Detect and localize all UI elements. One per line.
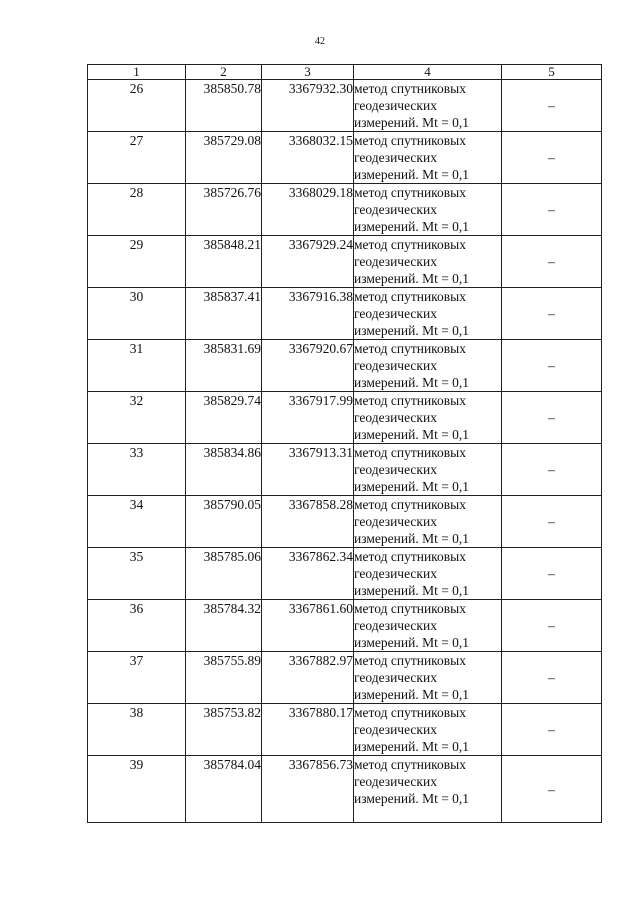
method-line: метод спутниковых: [354, 81, 466, 96]
point-number-cell: 27: [88, 132, 186, 184]
method-line: геодезических: [354, 254, 437, 269]
point-number-cell: 38: [88, 704, 186, 756]
method-line: геодезических: [354, 410, 437, 425]
y-coordinate-cell: 3367856.73: [262, 756, 354, 823]
method-line: измерений. Mt = 0,1: [354, 271, 470, 286]
method-cell: [354, 704, 502, 756]
method-line: измерений. Mt = 0,1: [354, 583, 470, 598]
method-cell: [354, 340, 502, 392]
y-coordinate-cell: 3367929.24: [262, 236, 354, 288]
table-row: [88, 496, 602, 548]
x-coordinate-cell: 385755.89: [186, 652, 262, 704]
method-line: геодезических: [354, 202, 437, 217]
method-line: геодезических: [354, 566, 437, 581]
method-line: метод спутниковых: [354, 601, 466, 616]
method-line: метод спутниковых: [354, 289, 466, 304]
table-row: [88, 236, 602, 288]
method-line: метод спутниковых: [354, 445, 466, 460]
note-cell: –: [502, 548, 602, 600]
note-cell: –: [502, 704, 602, 756]
table-row: [88, 600, 602, 652]
header-col-3: 3: [262, 65, 354, 80]
method-line: геодезических: [354, 150, 437, 165]
y-coordinate-cell: 3367932.30: [262, 80, 354, 132]
point-number-cell: 28: [88, 184, 186, 236]
x-coordinate-cell: 385829.74: [186, 392, 262, 444]
table-row: [88, 80, 602, 132]
x-coordinate-cell: 385850.78: [186, 80, 262, 132]
method-cell: [354, 756, 502, 823]
method-line: геодезических: [354, 670, 437, 685]
point-number-cell: 33: [88, 444, 186, 496]
point-number-cell: 35: [88, 548, 186, 600]
y-coordinate-cell: 3367858.28: [262, 496, 354, 548]
x-coordinate-cell: 385837.41: [186, 288, 262, 340]
point-number-cell: 34: [88, 496, 186, 548]
method-cell: [354, 652, 502, 704]
x-coordinate-cell: 385784.32: [186, 600, 262, 652]
header-col-2: 2: [186, 65, 262, 80]
header-col-1: 1: [88, 65, 186, 80]
method-cell: [354, 392, 502, 444]
x-coordinate-cell: 385785.06: [186, 548, 262, 600]
method-line: геодезических: [354, 462, 437, 477]
point-number-cell: 26: [88, 80, 186, 132]
method-cell: [354, 600, 502, 652]
x-coordinate-cell: 385831.69: [186, 340, 262, 392]
method-line: метод спутниковых: [354, 497, 466, 512]
method-cell: [354, 548, 502, 600]
table-row: [88, 392, 602, 444]
note-cell: –: [502, 340, 602, 392]
method-line: измерений. Mt = 0,1: [354, 791, 470, 806]
note-cell: –: [502, 132, 602, 184]
method-line: геодезических: [354, 774, 437, 789]
note-cell: –: [502, 236, 602, 288]
header-col-5: 5: [502, 65, 602, 80]
y-coordinate-cell: 3368029.18: [262, 184, 354, 236]
table-row: [88, 548, 602, 600]
coordinates-table: [87, 64, 602, 823]
note-cell: –: [502, 652, 602, 704]
table-row: [88, 340, 602, 392]
y-coordinate-cell: 3367916.38: [262, 288, 354, 340]
y-coordinate-cell: 3367920.67: [262, 340, 354, 392]
method-line: метод спутниковых: [354, 393, 466, 408]
x-coordinate-cell: 385784.04: [186, 756, 262, 823]
point-number-cell: 36: [88, 600, 186, 652]
page-number: 42: [315, 36, 325, 47]
y-coordinate-cell: 3367862.34: [262, 548, 354, 600]
note-cell: –: [502, 184, 602, 236]
method-cell: [354, 496, 502, 548]
table-row: [88, 444, 602, 496]
method-cell: [354, 288, 502, 340]
table-row: [88, 288, 602, 340]
point-number-cell: 30: [88, 288, 186, 340]
point-number-cell: 39: [88, 756, 186, 823]
method-cell: [354, 80, 502, 132]
method-line: геодезических: [354, 358, 437, 373]
method-cell: [354, 236, 502, 288]
note-cell: –: [502, 80, 602, 132]
table-row: [88, 184, 602, 236]
note-cell: –: [502, 288, 602, 340]
x-coordinate-cell: 385834.86: [186, 444, 262, 496]
method-line: измерений. Mt = 0,1: [354, 687, 470, 702]
x-coordinate-cell: 385729.08: [186, 132, 262, 184]
x-coordinate-cell: 385790.05: [186, 496, 262, 548]
method-line: измерений. Mt = 0,1: [354, 531, 470, 546]
point-number-cell: 29: [88, 236, 186, 288]
method-line: измерений. Mt = 0,1: [354, 219, 470, 234]
point-number-cell: 31: [88, 340, 186, 392]
method-line: измерений. Mt = 0,1: [354, 427, 470, 442]
x-coordinate-cell: 385848.21: [186, 236, 262, 288]
method-line: измерений. Mt = 0,1: [354, 115, 470, 130]
note-cell: –: [502, 392, 602, 444]
method-line: измерений. Mt = 0,1: [354, 635, 470, 650]
note-cell: –: [502, 600, 602, 652]
method-line: измерений. Mt = 0,1: [354, 479, 470, 494]
note-cell: –: [502, 444, 602, 496]
method-cell: [354, 444, 502, 496]
table-row: [88, 132, 602, 184]
note-cell: –: [502, 756, 602, 823]
method-line: метод спутниковых: [354, 549, 466, 564]
table-row: [88, 704, 602, 756]
method-line: метод спутниковых: [354, 705, 466, 720]
point-number-cell: 32: [88, 392, 186, 444]
method-line: метод спутниковых: [354, 237, 466, 252]
method-line: измерений. Mt = 0,1: [354, 167, 470, 182]
method-line: геодезических: [354, 306, 437, 321]
y-coordinate-cell: 3368032.15: [262, 132, 354, 184]
method-line: метод спутниковых: [354, 341, 466, 356]
method-line: метод спутниковых: [354, 653, 466, 668]
point-number-cell: 37: [88, 652, 186, 704]
table-row: [88, 756, 602, 823]
method-line: метод спутниковых: [354, 185, 466, 200]
y-coordinate-cell: 3367880.17: [262, 704, 354, 756]
method-line: измерений. Mt = 0,1: [354, 323, 470, 338]
method-line: геодезических: [354, 98, 437, 113]
x-coordinate-cell: 385726.76: [186, 184, 262, 236]
method-line: метод спутниковых: [354, 757, 466, 772]
method-line: измерений. Mt = 0,1: [354, 739, 470, 754]
y-coordinate-cell: 3367882.97: [262, 652, 354, 704]
y-coordinate-cell: 3367913.31: [262, 444, 354, 496]
method-line: геодезических: [354, 514, 437, 529]
method-line: геодезических: [354, 722, 437, 737]
method-line: метод спутниковых: [354, 133, 466, 148]
table-body: [88, 80, 602, 823]
y-coordinate-cell: 3367861.60: [262, 600, 354, 652]
x-coordinate-cell: 385753.82: [186, 704, 262, 756]
header-col-4: 4: [354, 65, 502, 80]
table-row: [88, 652, 602, 704]
method-cell: [354, 184, 502, 236]
y-coordinate-cell: 3367917.99: [262, 392, 354, 444]
method-line: геодезических: [354, 618, 437, 633]
table-header-row: [88, 65, 602, 80]
note-cell: –: [502, 496, 602, 548]
method-cell: [354, 132, 502, 184]
method-line: измерений. Mt = 0,1: [354, 375, 470, 390]
